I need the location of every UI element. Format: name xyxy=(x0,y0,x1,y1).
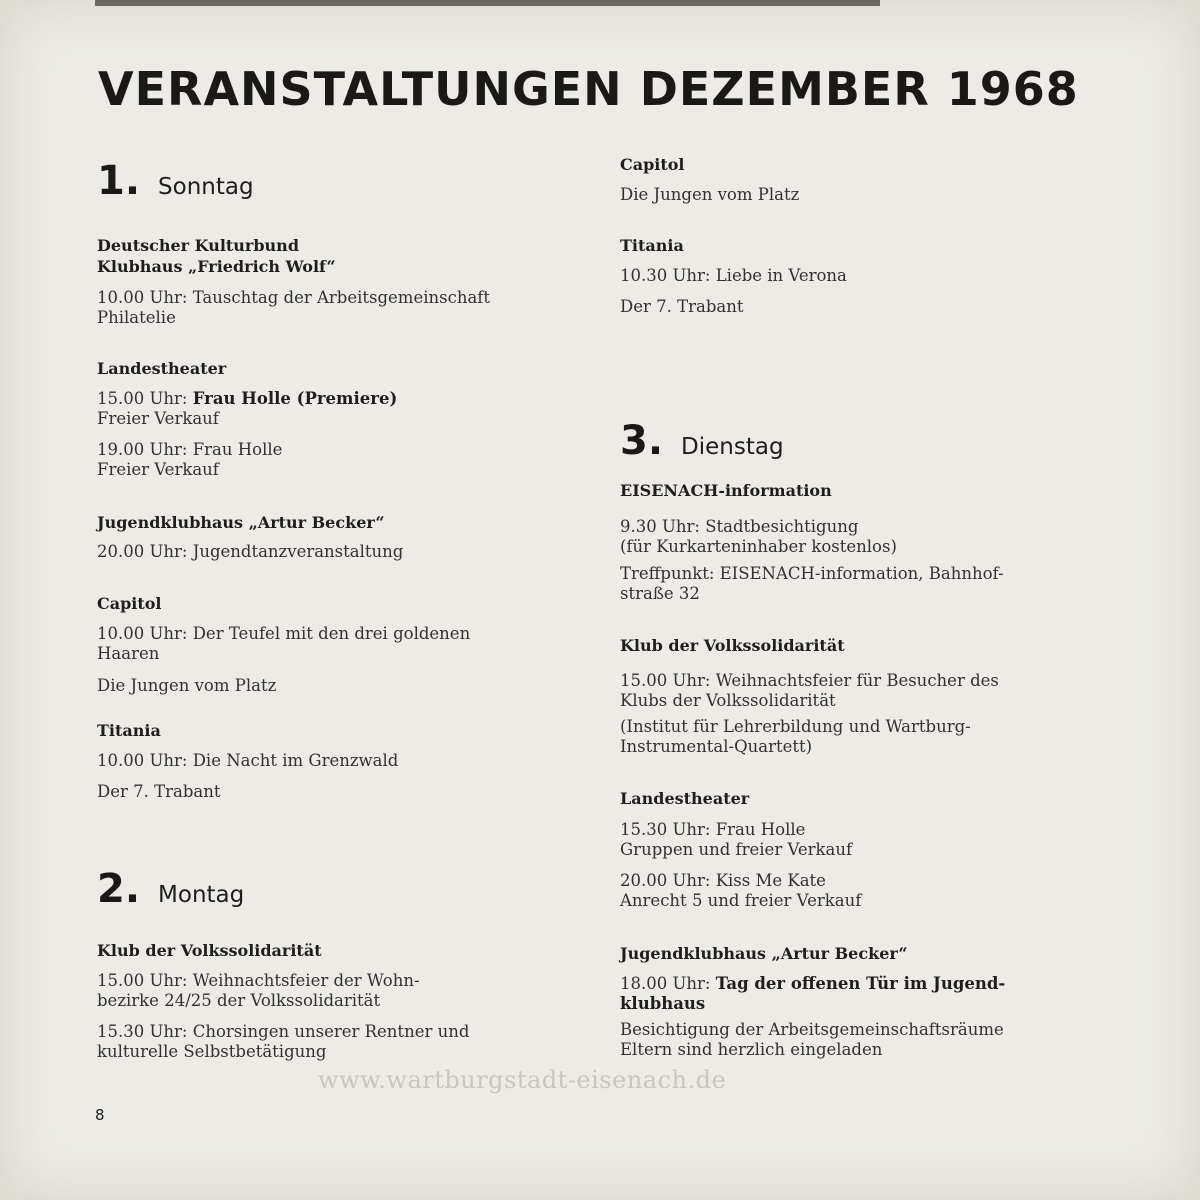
event-line: 19.00 Uhr: Frau Holle xyxy=(97,440,283,459)
event-title-bold: klubhaus xyxy=(620,994,706,1013)
day-name: Dienstag xyxy=(681,434,784,460)
event-line: (Institut für Lehrerbildung und Wartburg- xyxy=(620,717,971,736)
event-line: Freier Verkauf xyxy=(97,460,219,479)
event-line: Eltern sind herzlich eingeladen xyxy=(620,1040,883,1059)
venue-landestheater: Landestheater xyxy=(620,789,750,808)
event-line: 15.00 Uhr: Weihnachtsfeier der Wohn- xyxy=(97,971,420,990)
event-line: 20.00 Uhr: Kiss Me Kate xyxy=(620,871,826,890)
event-line: Anrecht 5 und freier Verkauf xyxy=(620,891,862,910)
event-line: 10.00 Uhr: Der Teufel mit den drei goldenen xyxy=(97,624,471,643)
event-line: Gruppen und freier Verkauf xyxy=(620,840,853,859)
event-line: Instrumental-Quartett) xyxy=(620,737,813,756)
event-line: Philatelie xyxy=(97,308,176,327)
event-line: Haaren xyxy=(97,644,160,663)
event-line: Treffpunkt: EISENACH-information, Bahnhof- xyxy=(620,564,1004,583)
event-line: 15.00 Uhr: Weihnachtsfeier für Besucher des xyxy=(620,671,999,690)
top-edge-bar xyxy=(95,0,880,6)
event-line: Besichtigung der Arbeitsgemeinschaftsräume xyxy=(620,1020,1004,1039)
event-line: kulturelle Selbstbetätigung xyxy=(97,1042,327,1061)
event-line: Klubs der Volkssolidarität xyxy=(620,691,836,710)
event-line: Der 7. Trabant xyxy=(620,297,744,316)
venue-landestheater: Landestheater xyxy=(97,359,227,378)
event-line: 10.30 Uhr: Liebe in Verona xyxy=(620,266,847,285)
day-name: Montag xyxy=(158,882,245,908)
event-line xyxy=(620,993,705,1014)
event-line: Die Jungen vom Platz xyxy=(97,676,277,695)
event-time: 15.00 Uhr: xyxy=(97,389,193,408)
day-number: 2. xyxy=(97,866,141,912)
watermark: www.wartburgstadt-eisenach.de xyxy=(318,1066,727,1094)
event-line: 9.30 Uhr: Stadtbesichtigung xyxy=(620,517,859,536)
day-number: 3. xyxy=(620,418,664,464)
event-line: (für Kurkarteninhaber kostenlos) xyxy=(620,537,897,556)
venue-titania: Titania xyxy=(620,236,684,255)
event-line: 20.00 Uhr: Jugendtanzveranstaltung xyxy=(97,542,404,561)
venue-capitol: Capitol xyxy=(620,155,685,174)
event-line: bezirke 24/25 der Volkssolidarität xyxy=(97,991,381,1010)
day-heading-3 xyxy=(620,418,784,464)
event-line: straße 32 xyxy=(620,584,700,603)
event-line: 10.00 Uhr: Die Nacht im Grenzwald xyxy=(97,751,399,770)
event-line: 15.30 Uhr: Frau Holle xyxy=(620,820,806,839)
day-heading-2 xyxy=(97,866,244,912)
venue-volkssolidaritaet: Klub der Volkssolidarität xyxy=(620,636,845,655)
event-line: Die Jungen vom Platz xyxy=(620,185,800,204)
venue-titania: Titania xyxy=(97,721,161,740)
page-number: 8 xyxy=(95,1106,105,1124)
venue-kulturbund: Deutscher Kulturbund xyxy=(97,236,299,255)
event-title-bold: Tag der offenen Tür im Jugend- xyxy=(715,974,1006,993)
page-title: VERANSTALTUNGEN DEZEMBER 1968 xyxy=(98,62,1079,116)
venue-jugendklubhaus: Jugendklubhaus „Artur Becker“ xyxy=(97,513,385,532)
venue-volkssolidaritaet: Klub der Volkssolidarität xyxy=(97,941,322,960)
event-title-bold: Frau Holle (Premiere) xyxy=(192,389,398,408)
event-line: 15.30 Uhr: Chorsingen unserer Rentner und xyxy=(97,1022,470,1041)
event-line xyxy=(620,973,1005,994)
day-name: Sonntag xyxy=(158,174,254,200)
event-line: Freier Verkauf xyxy=(97,409,219,428)
venue-eisenach-information: EISENACH-information xyxy=(620,481,832,500)
event-line: 10.00 Uhr: Tauschtag der Arbeitsgemeinschaft xyxy=(97,288,491,307)
event-line xyxy=(97,388,397,409)
venue-jugendklubhaus: Jugendklubhaus „Artur Becker“ xyxy=(620,944,908,963)
venue-capitol: Capitol xyxy=(97,594,162,613)
event-line: Der 7. Trabant xyxy=(97,782,221,801)
event-time: 18.00 Uhr: xyxy=(620,974,716,993)
day-heading-1 xyxy=(97,158,254,204)
venue-klubhaus: Klubhaus „Friedrich Wolf“ xyxy=(97,257,336,276)
day-number: 1. xyxy=(97,158,141,204)
